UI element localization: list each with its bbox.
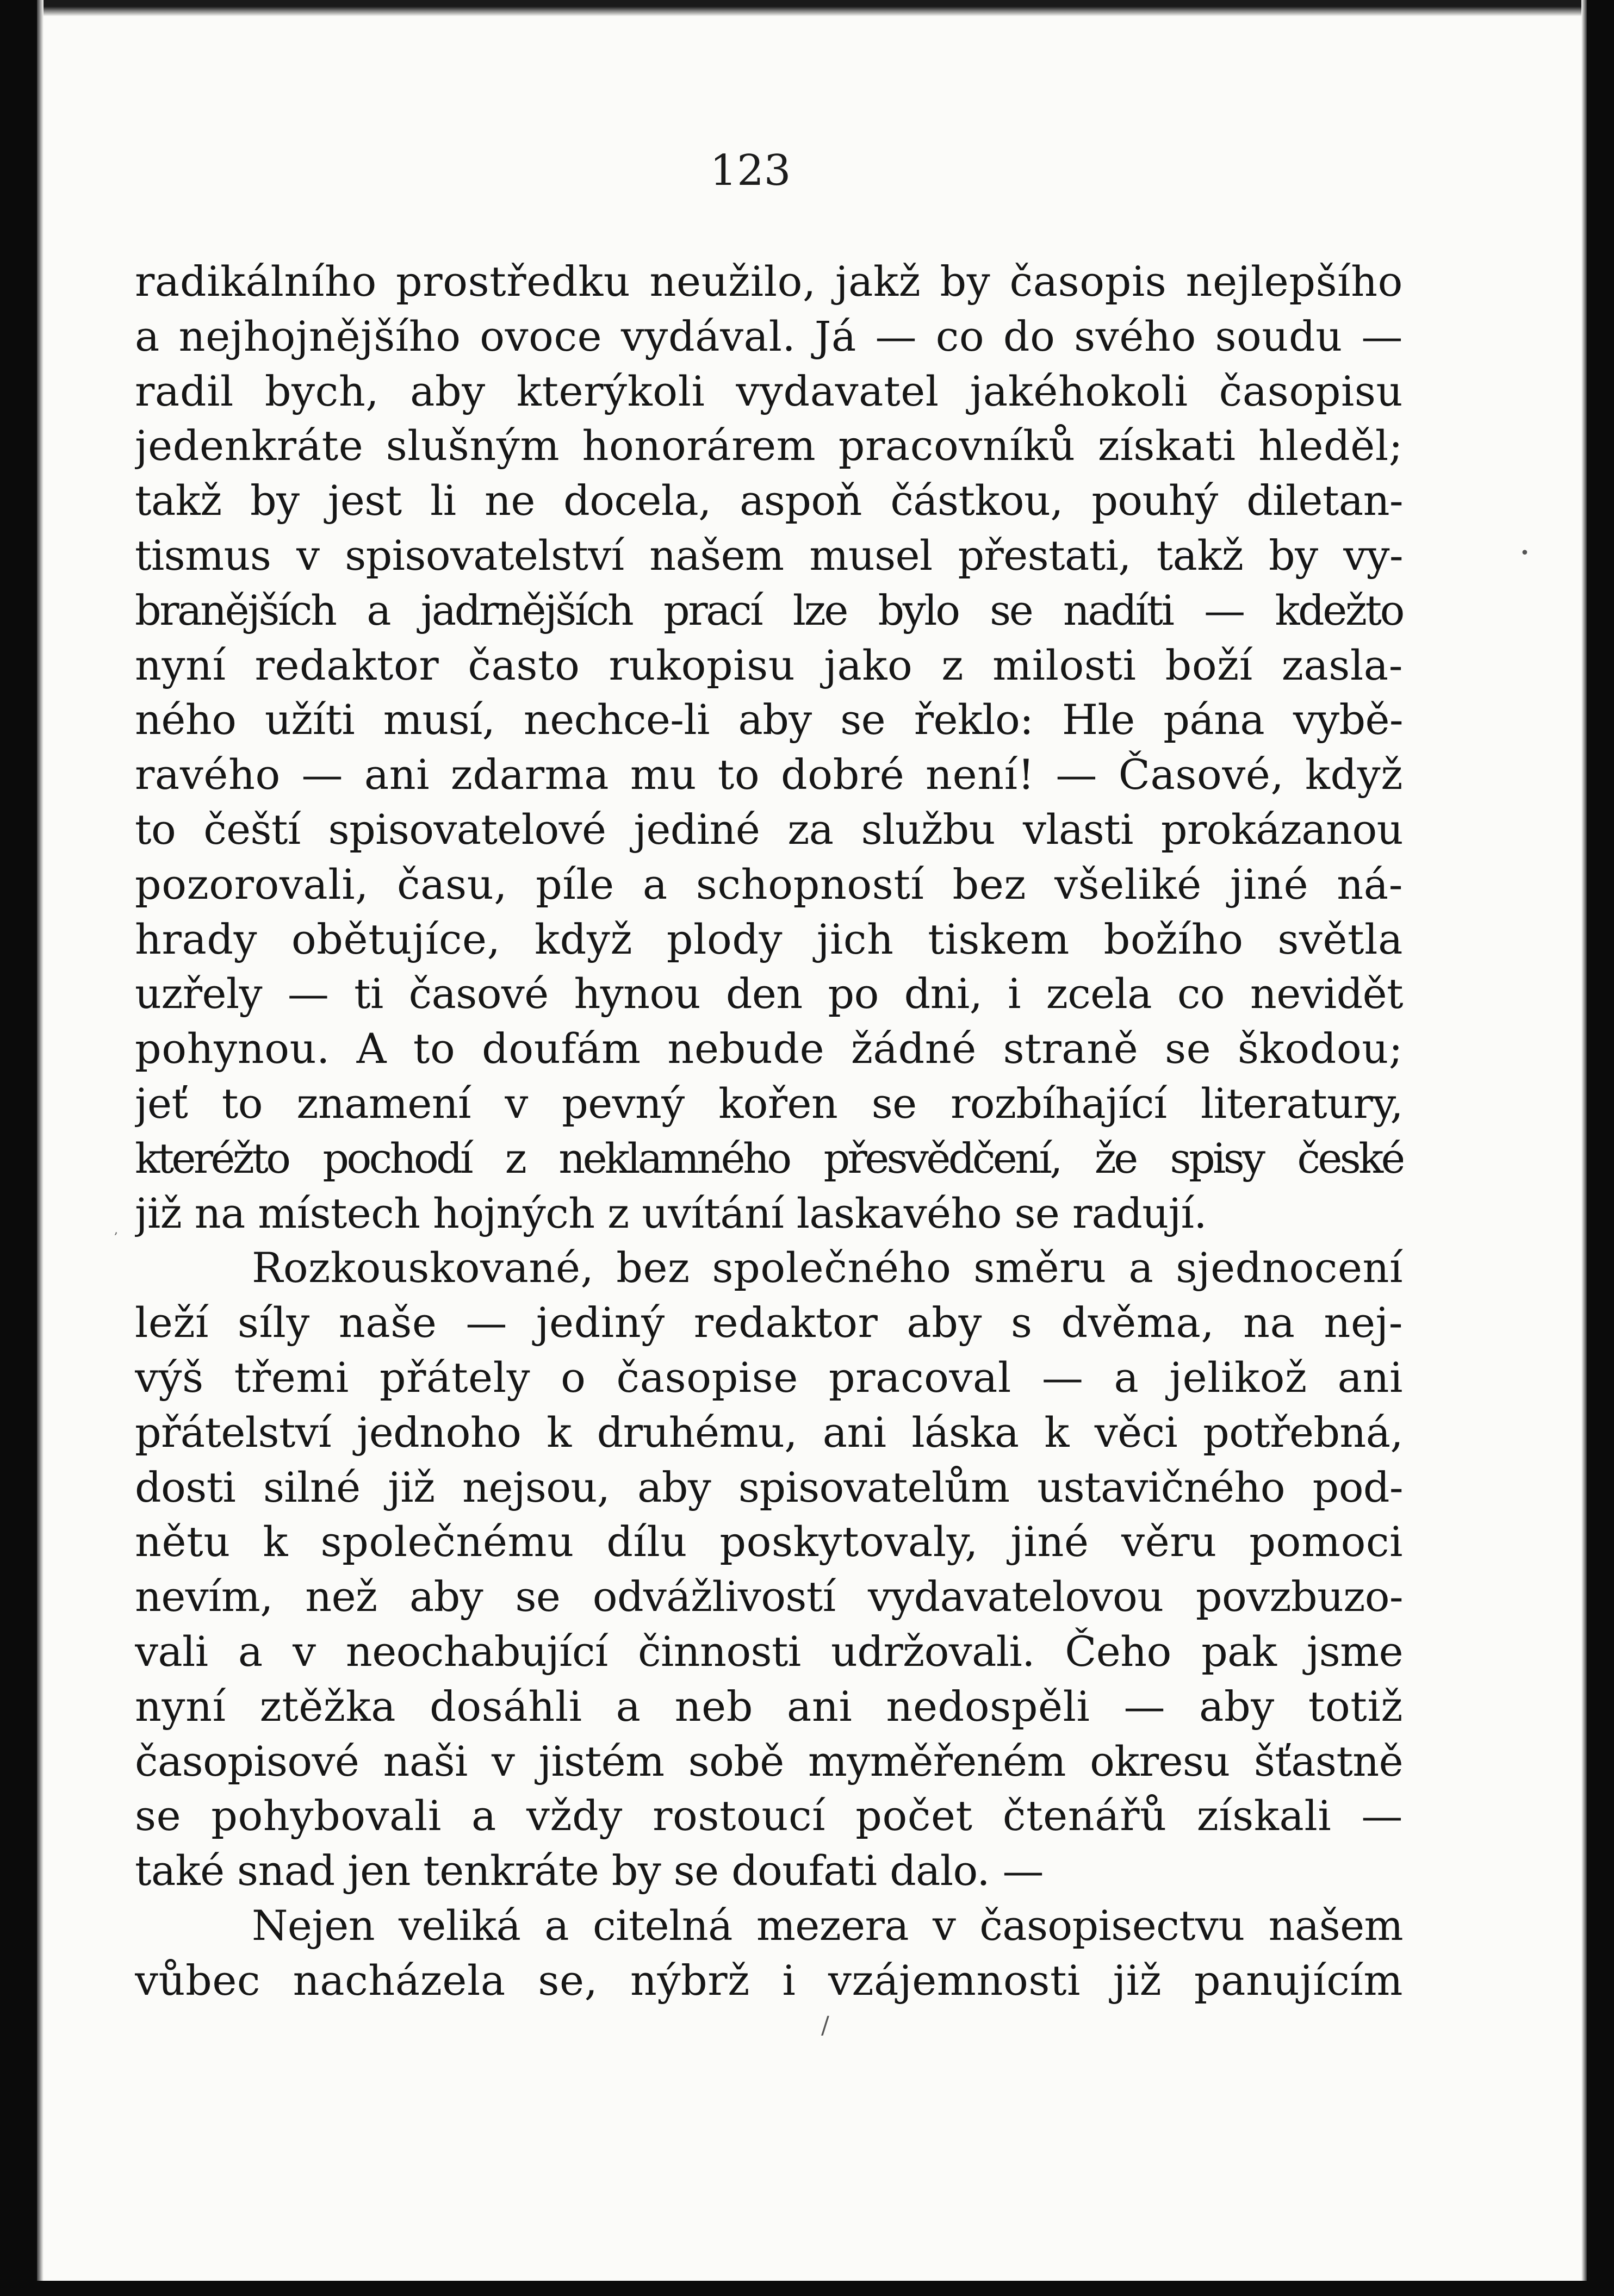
scan-edge-right-shadow	[1581, 0, 1587, 2296]
text-line: ravého — ani zdarma mu to dobré není! — Časové, když	[135, 750, 1403, 799]
text-line: ného užíti musí, nechce-li aby se řeklo: Hle pána vybě-	[135, 695, 1403, 744]
scan-edge-bottom	[0, 2281, 1614, 2296]
text-line: nevím, než aby se odvážlivostí vydavatelovou povzbuzo-	[135, 1572, 1403, 1621]
text-line: tismus v spisovatelství našem musel přestati, takž by vy-	[135, 531, 1403, 580]
text-line: takž by jest li ne docela, aspoň částkou, pouhý diletan-	[135, 476, 1403, 525]
text-line: pozorovali, času, píle a schopností bez všeliké jiné ná-	[135, 860, 1403, 909]
scan-edge-top	[0, 0, 1614, 16]
text-line: Rozkouskované, bez společného směru a sjednocení	[252, 1243, 1403, 1292]
text-line: to čeští spisovatelové jediné za službu vlasti prokázanou	[135, 805, 1403, 854]
text-line: radikálního prostředku neužilo, jakž by časopis nejlepšího	[135, 257, 1403, 306]
text-line: také snad jen tenkráte by se doufati dalo. —	[135, 1846, 1044, 1895]
text-line: nyní redaktor často rukopisu jako z milosti boží zasla-	[135, 640, 1403, 689]
text-line: dosti silné již nejsou, aby spisovatelům ustavičného pod-	[135, 1463, 1403, 1511]
text-line: jeť to znamení v pevný kořen se rozbíhající literatury,	[135, 1079, 1403, 1128]
text-line: již na místech hojných z uvítání laskavého se radují.	[135, 1189, 1207, 1237]
stray-tick-mark: /	[821, 2012, 829, 2039]
text-line: se pohybovali a vždy rostoucí počet čtenářů získali —	[135, 1791, 1403, 1840]
text-line: přátelství jednoho k druhému, ani láska k věci potřebná,	[135, 1408, 1403, 1457]
text-line: jedenkráte slušným honorárem pracovníků získati hleděl;	[135, 421, 1403, 470]
text-line: Nejen veliká a citelná mezera v časopisectvu našem	[252, 1901, 1403, 1950]
text-line: vali a v neochabující činnosti udržovali. Čeho pak jsme	[135, 1627, 1403, 1676]
text-line: vůbec nacházela se, nýbrž i vzájemnosti již panujícím	[135, 1956, 1403, 2005]
text-line: časopisové naši v jistém sobě myměřeném okresu šťastně	[135, 1737, 1403, 1785]
text-line: výš třemi přátely o časopise pracoval — a jelikož ani	[135, 1353, 1403, 1402]
text-line: hrady obětujíce, když plody jich tiskem božího světla	[135, 914, 1403, 963]
stray-dot-mark: ,	[114, 1223, 118, 1237]
scan-edge-left	[0, 0, 37, 2296]
text-line: radil bych, aby kterýkoli vydavatel jakéhokoli časopisu	[135, 366, 1403, 415]
text-line: kteréžto pochodí z neklamného přesvědčení, že spisy české	[135, 1134, 1403, 1183]
scan-edge-left-shadow	[37, 0, 44, 2296]
body-text	[135, 254, 1403, 2008]
text-line: leží síly naše — jediný redaktor aby s dvěma, na nej-	[135, 1298, 1403, 1347]
text-line: a nejhojnějšího ovoce vydával. Já — co do svého soudu —	[135, 312, 1403, 360]
text-line: uzřely — ti časové hynou den po dni, i zcela co nevidět	[135, 969, 1403, 1018]
scan-edge-right	[1587, 0, 1614, 2296]
page-number: 123	[710, 146, 791, 195]
stray-dot-mark: •	[1520, 544, 1530, 563]
text-line: pohynou. A to doufám nebude žádné straně se škodou;	[135, 1024, 1403, 1073]
text-line: branějších a jadrnějších prací lze bylo se nadíti — kdežto	[135, 586, 1403, 634]
text-line: nětu k společnému dílu poskytovaly, jiné věru pomoci	[135, 1517, 1403, 1566]
text-line: nyní ztěžka dosáhli a neb ani nedospěli — aby totiž	[135, 1682, 1403, 1731]
